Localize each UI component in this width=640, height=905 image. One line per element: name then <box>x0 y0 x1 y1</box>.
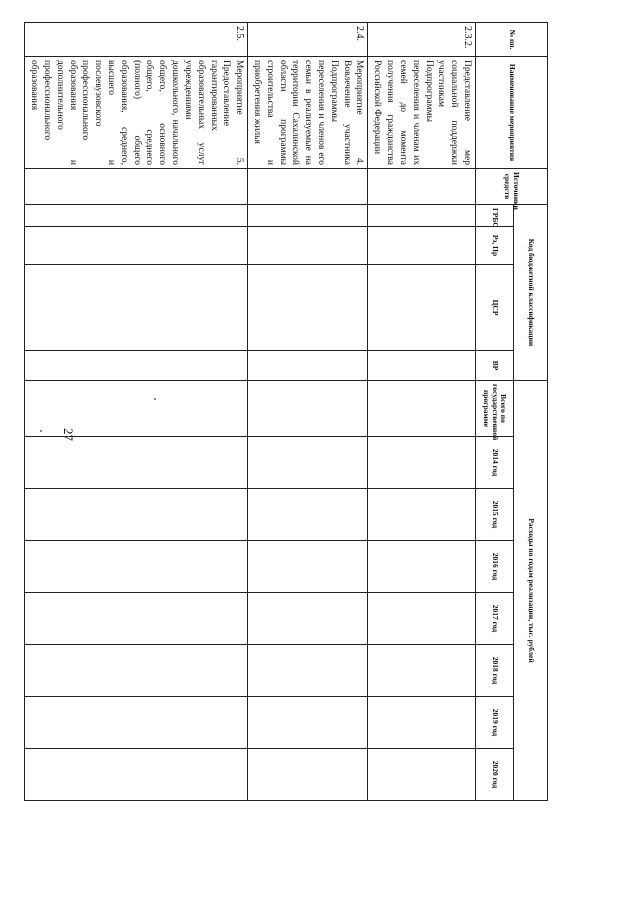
cell-year <box>248 645 368 697</box>
row-num: 2.3.2. <box>368 23 476 57</box>
row-num: 2.4. <box>248 23 368 57</box>
cell-year <box>248 593 368 645</box>
cell-vr <box>25 351 248 381</box>
cell-grbs <box>25 205 248 227</box>
cell-year <box>25 489 248 541</box>
cell-csr <box>248 265 368 351</box>
header-num: № пп. <box>476 23 548 57</box>
cell-year <box>368 437 476 489</box>
cell-year <box>248 749 368 801</box>
cell-vr <box>248 351 368 381</box>
cell-year <box>368 697 476 749</box>
row-name: Мероприятие 4. Вовлечение участника Подпрограммы переселения и членов его семьи в реализуемые на территории Сахалинской области программы строительства и приобретения жилья <box>248 57 368 169</box>
cell-csr <box>25 265 248 351</box>
cell-csr <box>368 265 476 351</box>
cell-year <box>368 645 476 697</box>
cell-rzpr <box>368 227 476 265</box>
table-row <box>368 23 476 903</box>
cell-source <box>248 169 368 205</box>
cell-grbs <box>248 205 368 227</box>
cell-rzpr <box>248 227 368 265</box>
cell-year <box>248 541 368 593</box>
row-num: 2.5. <box>25 23 248 57</box>
scan-speck <box>40 430 42 432</box>
cell-year <box>368 489 476 541</box>
cell-year <box>25 593 248 645</box>
table-row <box>248 23 368 903</box>
table-row <box>25 23 248 903</box>
scan-speck <box>154 398 156 400</box>
cell-total <box>248 381 368 437</box>
cell-year <box>25 437 248 489</box>
cell-source <box>368 169 476 205</box>
cell-year <box>248 697 368 749</box>
header-vr: ВР <box>476 351 514 381</box>
cell-source <box>25 169 248 205</box>
header-rzpr: Рз, Пр <box>476 227 514 265</box>
cell-year <box>25 749 248 801</box>
cell-total <box>368 381 476 437</box>
header-source: Источники средств <box>476 169 548 205</box>
row-name: Представление мер социальной поддержки участникам Подпрограммы переселения и членам их семей до момента получения гражданства Российской Федерации <box>368 57 476 169</box>
cell-year <box>368 749 476 801</box>
page-number: 27 <box>61 428 76 441</box>
blank-margin <box>476 801 548 903</box>
cell-year <box>368 541 476 593</box>
header-year: 2019 год <box>476 697 514 749</box>
row-name: Мероприятие 5. Предоставление гарантированных образовательных услуг учреждениями дошкольного, начального общего, основного общего, среднего (полного) общего образования, среднего, высшего и послевузовского профессионального образования и дополнительного профессионального образования <box>25 57 248 169</box>
cell-year <box>25 645 248 697</box>
cell-grbs <box>368 205 476 227</box>
header-name: Наименование мероприятия <box>476 57 548 169</box>
cell-year <box>25 541 248 593</box>
activities-table <box>24 22 548 903</box>
header-csr: ЦСР <box>476 265 514 351</box>
header-year: 2016 год <box>476 541 514 593</box>
cell-year <box>248 489 368 541</box>
cell-rzpr <box>25 227 248 265</box>
cell-year <box>248 437 368 489</box>
header-year: 2015 год <box>476 489 514 541</box>
header-total: Всего по государственной программе <box>476 381 514 437</box>
cell-year <box>25 697 248 749</box>
header-grbs: ГРБС <box>476 205 514 227</box>
header-year: 2020 год <box>476 749 514 801</box>
header-budget-group: Код бюджетной классификации <box>514 205 548 381</box>
header-year: 2014 год <box>476 437 514 489</box>
header-year: 2017 год <box>476 593 514 645</box>
header-costs-group: Расходы по годам реализации, тыс. рублей <box>514 381 548 801</box>
cell-total <box>25 381 248 437</box>
cell-year <box>368 593 476 645</box>
header-year: 2018 год <box>476 645 514 697</box>
cell-vr <box>368 351 476 381</box>
